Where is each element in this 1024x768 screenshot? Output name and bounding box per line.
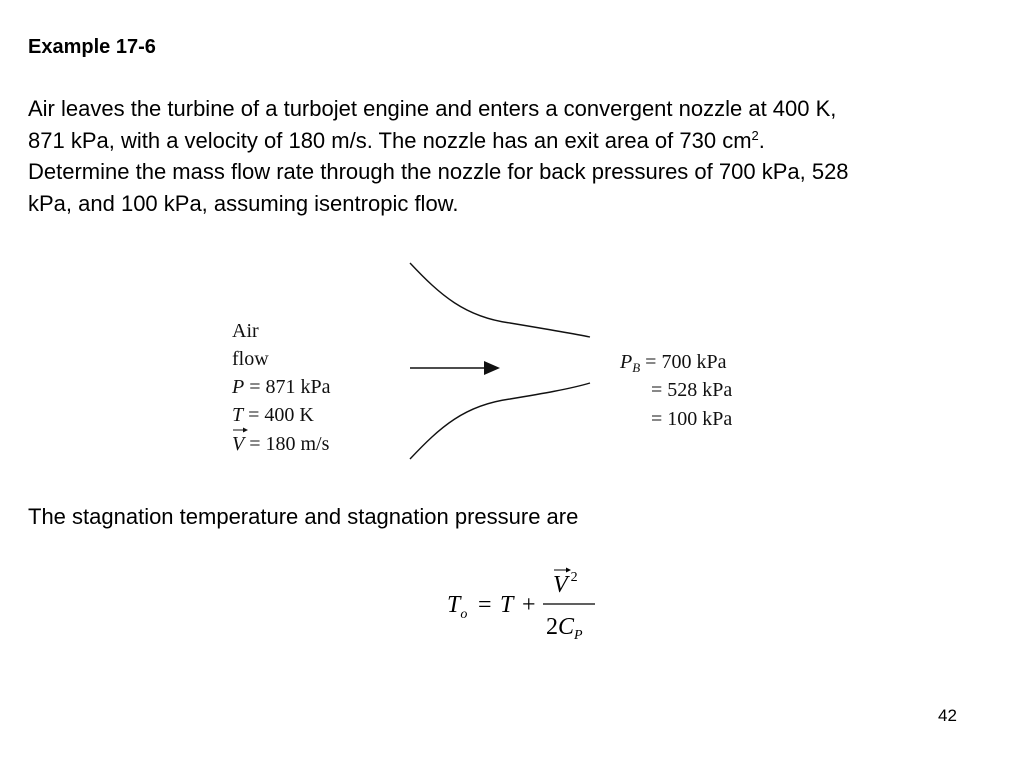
inlet-temperature-label: T = 400 K: [232, 404, 314, 426]
problem-line-1: Air leaves the turbine of a turbojet engine and enters a convergent nozzle at 400 K,: [28, 96, 837, 121]
nozzle-diagram-svg: [225, 255, 805, 465]
page-number: 42: [938, 706, 957, 725]
problem-line-4: kPa, and 100 kPa, assuming isentropic flow.: [28, 190, 459, 216]
back-pressure-label-1: $P_B = 700$ kPa: [620, 351, 727, 375]
equation-denominator: $2C_P$: [546, 614, 583, 643]
inlet-velocity-label: V = 180 m/s: [232, 433, 330, 455]
equation-plus: +: [522, 592, 536, 618]
stagnation-sentence: The stagnation temperature and stagnation pressure are: [28, 504, 579, 529]
area-period: .: [758, 127, 765, 153]
equation-svg: [440, 560, 610, 645]
equation-t: T: [500, 592, 514, 618]
stagnation-temperature-equation: [440, 560, 610, 645]
back-pressure-label-2: = 528 kPa: [651, 379, 733, 401]
velocity-vector-arrowhead: [243, 428, 248, 433]
equation-numerator: V $^2$: [553, 570, 578, 598]
nozzle-upper-wall: [410, 263, 590, 337]
nozzle-diagram: [225, 255, 805, 465]
problem-line-3: Determine the mass flow rate through the nozzle for back pressures of 700 kPa, 528: [28, 159, 849, 184]
problem-line-2-text: 871 kPa, with a velocity of 180 m/s. The nozzle has an exit area of 730 cm: [28, 127, 752, 153]
equation-equals: =: [478, 592, 492, 618]
inlet-pressure-label: P = 871 kPa: [232, 376, 331, 398]
example-title: Example 17-6: [28, 36, 156, 58]
equation-lhs: $T_o$: [447, 592, 468, 622]
problem-line-2: [28, 125, 1003, 157]
inlet-label-flow: flow: [232, 348, 269, 370]
problem-statement: [28, 93, 1003, 219]
flow-arrow-head: [484, 361, 500, 375]
back-pressure-label-3: = 100 kPa: [651, 408, 733, 430]
inlet-label-air: Air: [232, 320, 259, 342]
nozzle-lower-wall: [410, 383, 590, 459]
area-unit-superscript: 2: [751, 127, 759, 143]
